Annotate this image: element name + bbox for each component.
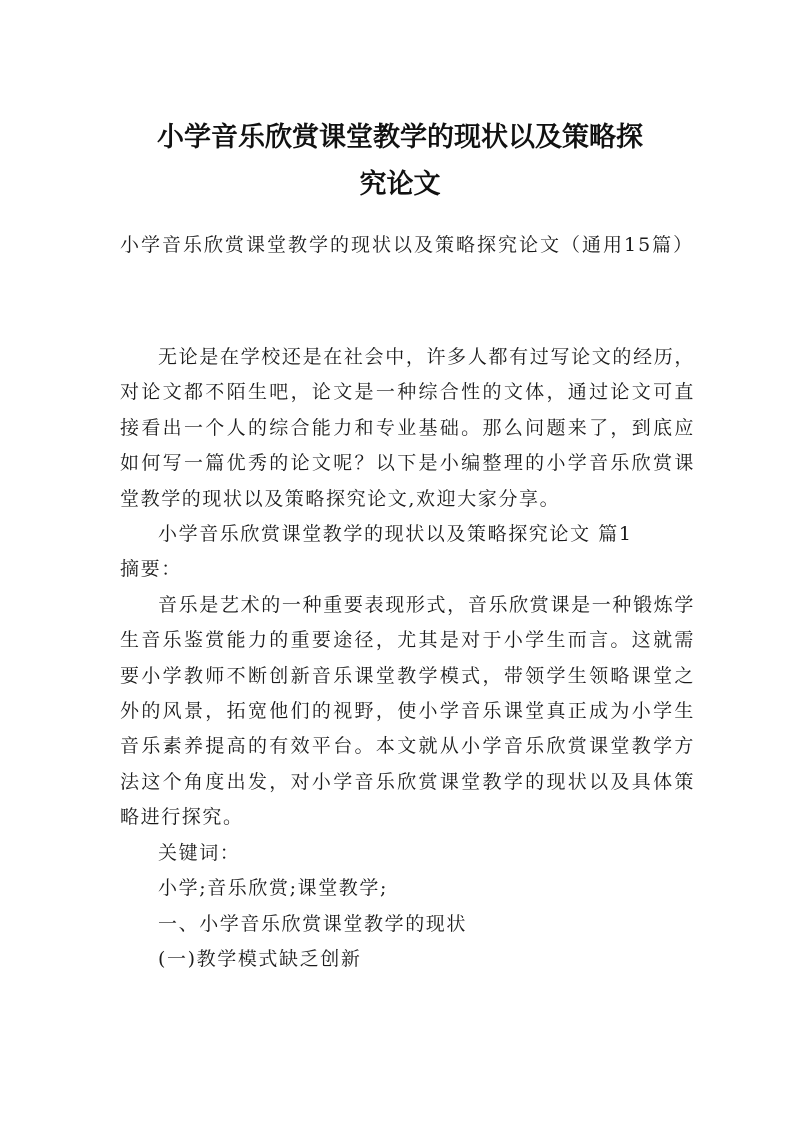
document-title (110, 114, 690, 208)
section-heading-1: 一、小学音乐欣赏课堂教学的现状 (158, 912, 468, 935)
title-line-1: 小学音乐欣赏课堂教学的现状以及策略探 (157, 122, 643, 154)
document-body (120, 340, 695, 977)
article-heading: 小学音乐欣赏课堂教学的现状以及策略探究论文 篇1 (158, 523, 633, 546)
title-line-2: 究论文 (359, 169, 441, 201)
abstract-paragraph: 音乐是艺术的一种重要表现形式，音乐欣赏课是一种锻炼学生音乐鉴赏能力的重要途径，尤其是对于小学生而言。这就需要小学教师不断创新音乐课堂教学模式，带领学生领略课堂之外的风景，拓宽他们的视野，使小学音乐课堂真正成为小学生音乐素养提高的有效平台。本文就从小学音乐欣赏课堂教学方法这个角度出发，对小学音乐欣赏课堂教学的现状以及具体策略进行探究。 (120, 593, 695, 829)
abstract-label: 摘要： (120, 558, 182, 581)
subsection-heading-1: (一)教学模式缺乏创新 (158, 947, 362, 970)
document-subtitle: 小学音乐欣赏课堂教学的现状以及策略探究论文（通用15篇） (120, 234, 695, 256)
keywords-list: 小学;音乐欣赏;课堂教学; (158, 877, 389, 900)
keywords-label: 关键词： (158, 841, 241, 864)
intro-paragraph: 无论是在学校还是在社会中，许多人都有过写论文的经历，对论文都不陌生吧，论文是一种综合性的文体，通过论文可直接看出一个人的综合能力和专业基础。那么问题来了，到底应如何写一篇优秀的论文呢？以下是小编整理的小学音乐欣赏课堂教学的现状以及策略探究论文,欢迎大家分享。 (120, 346, 695, 510)
